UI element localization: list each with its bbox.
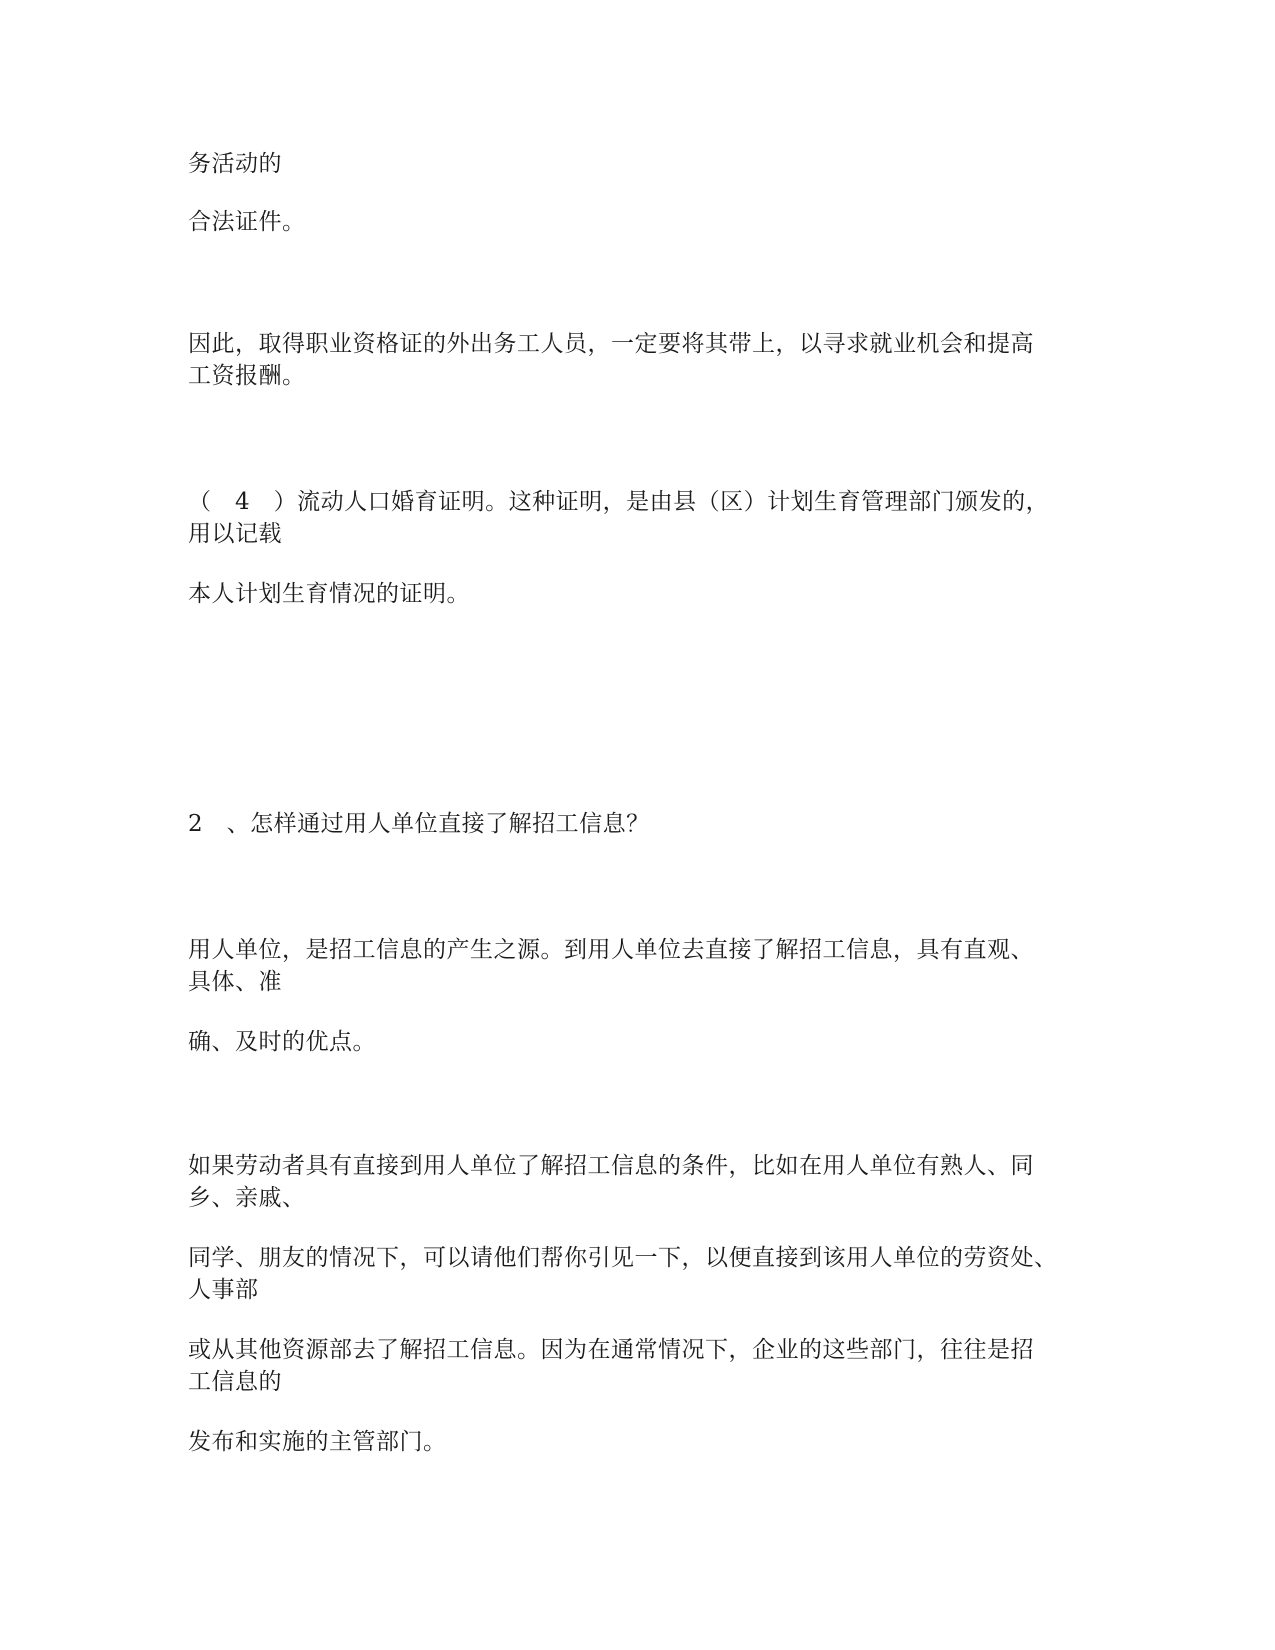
text-line: 发布和实施的主管部门。	[188, 1429, 447, 1455]
text-line: 用以记载	[188, 521, 282, 547]
text-line: 确、及时的优点。	[188, 1029, 376, 1055]
text-line: （ 4 ）流动人口婚育证明。这种证明，是由县（区）计划生育管理部门颁发的，	[188, 489, 1050, 515]
text-line: 因此，取得职业资格证的外出务工人员，一定要将其带上，以寻求就业机会和提高	[188, 331, 1034, 357]
text-line: 用人单位，是招工信息的产生之源。到用人单位去直接了解招工信息，具有直观、	[188, 937, 1034, 963]
text-line: 工资报酬。	[188, 363, 306, 389]
text-line: 乡、亲戚、	[188, 1185, 306, 1211]
text-line: 或从其他资源部去了解招工信息。因为在通常情况下，企业的这些部门，往往是招	[188, 1337, 1034, 1363]
section-heading: 2 、怎样通过用人单位直接了解招工信息？	[188, 811, 650, 837]
text-line: 务活动的	[188, 151, 282, 177]
text-line: 具体、准	[188, 969, 282, 995]
text-line: 如果劳动者具有直接到用人单位了解招工信息的条件，比如在用人单位有熟人、同	[188, 1153, 1034, 1179]
text-line: 工信息的	[188, 1369, 282, 1395]
text-line: 合法证件。	[188, 209, 306, 235]
text-line: 人事部	[188, 1277, 259, 1303]
text-line: 同学、朋友的情况下，可以请他们帮你引见一下，以便直接到该用人单位的劳资处、	[188, 1245, 1058, 1271]
text-line: 本人计划生育情况的证明。	[188, 581, 470, 607]
